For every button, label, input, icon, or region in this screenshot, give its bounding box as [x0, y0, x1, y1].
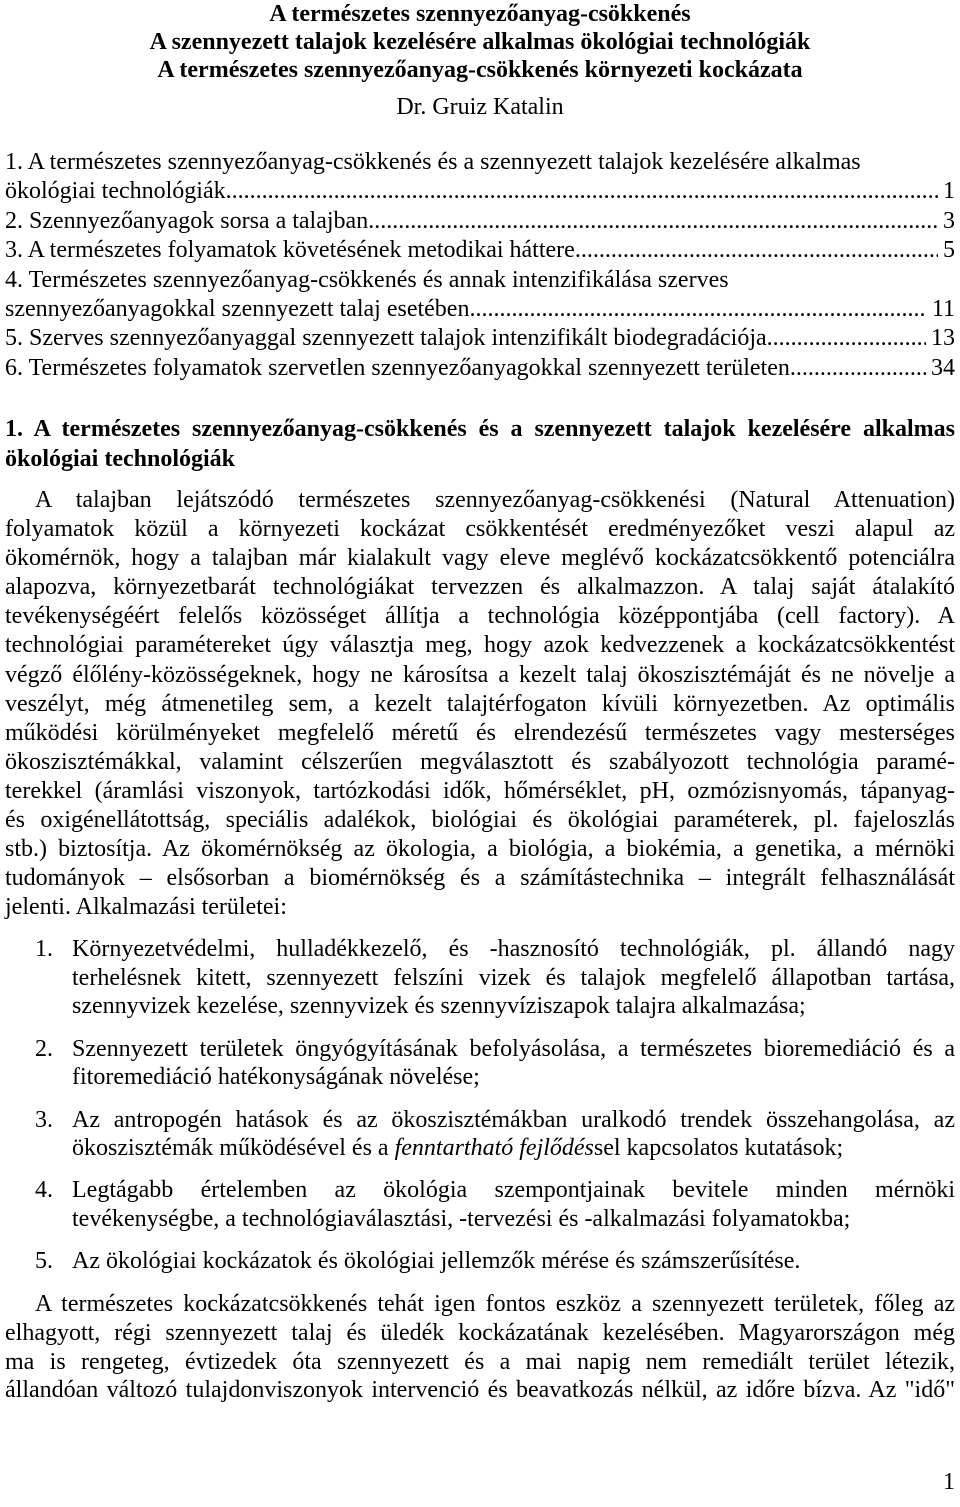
paragraph-line: terekkel (áramlási viszonyok, tartózkodási idők, hőmérséklet, pH, ozmózisnyomás, tápanyag- [5, 777, 955, 804]
body-paragraph [5, 486, 955, 922]
section-heading-line: ökológiai technológiák [5, 446, 236, 472]
paragraph-line: ökoszisztémákkal, valamint célszerűen megválasztott és szabályozott technológia paramé- [5, 748, 955, 775]
list-item-line: Szennyezett területek öngyógyításának befolyásolása, a természetes bioremediáció és a [72, 1035, 955, 1062]
paragraph-line: tudományok – elsősorban a biomérnökség és a számítástechnika – integrált felhasználását [5, 865, 955, 892]
paragraph-line: technológiai paramétereket úgy választja meg, hogy azok kedvezzenek a kockázatcsökkentést [5, 632, 955, 659]
body-paragraph [5, 1290, 955, 1405]
toc-entry-text: 4. Természetes szennyezőanyag-csökkenés és annak intenzifikálása szerves [5, 266, 729, 293]
toc-dot-leader [368, 207, 938, 236]
toc-entry[interactable] [5, 207, 955, 236]
toc-page-number: 11 [931, 296, 955, 323]
list-item [5, 1247, 955, 1276]
paragraph-line: végző élőlény-közösségeknek, hogy ne károsítsa a kezelt talaj ökoszisztémáját és ne növelje a [5, 661, 955, 688]
toc-entry-text: szennyezőanyagokkal szennyezett talaj esetében [5, 296, 470, 323]
author-name: Dr. Gruiz Katalin [396, 94, 564, 120]
toc-entry-text: 2. Szennyezőanyagok sorsa a talajban [5, 207, 369, 234]
table-of-contents [5, 148, 955, 383]
list-item-number: 4. [35, 1177, 53, 1204]
toc-entry[interactable] [5, 266, 955, 325]
toc-entry-text: ökológiai technológiák [5, 178, 226, 205]
toc-entry[interactable] [5, 236, 955, 265]
paragraph-line: ökomérnök, hogy a talajban már kialakult vagy eleve meglévő kockázatcsökkentő potenciálra [5, 545, 955, 572]
toc-page-number: 3 [943, 207, 955, 234]
italic-phrase: fenntartható fejlődés [394, 1135, 594, 1162]
paragraph-line: veszélyt, még átmenetileg sem, a kezelt talajtérfogaton kívüli környezetben. Az optimális [5, 690, 955, 717]
list-item-line: tevékenységbe, a technológiaválasztási, -tervezési és -alkalmazási folyamatokba; [72, 1206, 851, 1233]
toc-entry[interactable] [5, 354, 955, 383]
document-title-line: A szennyezett talajok kezelésére alkalmas ökológiai technológiák [149, 29, 811, 55]
list-item-number: 2. [35, 1035, 53, 1062]
list-item [5, 1176, 955, 1233]
toc-page-number: 1 [943, 178, 955, 205]
section-heading-line: 1. A természetes szennyezőanyag-csökkenés és a szennyezett talajok kezelésére alkalmas [5, 416, 955, 442]
paragraph-line: állandóan változó tulajdonviszonyok intervenció és beavatkozás nélkül, az időre bízva. Az "idő" [5, 1377, 955, 1404]
paragraph-line: A természetes kockázatcsökkenés tehát igen fontos eszköz a szennyezett területek, főleg az [35, 1291, 955, 1317]
list-item-number: 3. [35, 1106, 53, 1133]
list-item-line: szennyvizek kezelése, szennyvizek és szennyvíziszapok talajra alkalmazása; [72, 993, 806, 1020]
toc-dot-leader [575, 236, 938, 265]
paragraph-line: folyamatok közül a környezeti kockázat csökkentését eredményezőket veszi alapul az [5, 516, 955, 543]
paragraph-line: tevékenységéért felelős közösséget állítja a technológia középpontjába (cell factory). A [5, 603, 955, 630]
toc-entry[interactable] [5, 324, 955, 353]
paragraph-line: működési körülményeket megfelelő méretű és elrendezésű természetes vagy mesterséges [5, 719, 955, 746]
paragraph-line: A talajban lejátszódó természetes szennyezőanyag-csökkenési (Natural Attenuation) [35, 487, 955, 513]
document-title-block [5, 0, 955, 84]
application-list [5, 935, 955, 1290]
toc-entry-text: 1. A természetes szennyezőanyag-csökkenés és a szennyezett talajok kezelésére alkalmas [5, 149, 861, 175]
toc-entry-text: 5. Szerves szennyezőanyaggal szennyezett talajok intenzifikált biodegradációja [5, 325, 767, 352]
list-item-text: ökoszisztémák működésével és a [72, 1135, 395, 1162]
list-item-number: 1. [35, 936, 53, 962]
toc-dot-leader [790, 354, 926, 383]
paragraph-line: jelenti. Alkalmazási területei: [5, 894, 287, 921]
toc-page-number: 34 [931, 354, 955, 381]
list-item [5, 935, 955, 1021]
toc-dot-leader [767, 324, 926, 353]
document-title-line: A természetes szennyezőanyag-csökkenés környezeti kockázata [157, 57, 803, 83]
page-number: 1 [943, 1469, 955, 1495]
paragraph-line: elhagyott, régi szennyezett talaj és üledék kockázatának kezelésében. Magyarországon még [5, 1319, 955, 1346]
list-item [5, 1106, 955, 1163]
section-heading [5, 414, 955, 474]
toc-entry-text: 3. A természetes folyamatok követésének metodikai háttere [5, 237, 575, 264]
list-item-line: Az antropogén hatások és az ökoszisztémákban uralkodó trendek összehangolása, az [72, 1106, 955, 1133]
list-item-line: fitoremediáció hatékonyságának növelése; [72, 1064, 480, 1091]
document-title-line: A természetes szennyezőanyag-csökkenés [269, 1, 691, 27]
paragraph-line: alapozva, környezetbarát technológiákat tervezzen és alkalmazzon. A talaj saját átalakító [5, 574, 955, 601]
list-item-line: Az ökológiai kockázatok és ökológiai jellemzők mérése és számszerűsítése. [72, 1248, 801, 1275]
list-item-line [72, 1134, 955, 1163]
paragraph-line: és oxigénellátottság, speciális adalékok, biológiai és ökológiai paraméterek, pl. fajeloszlás [5, 807, 955, 834]
paragraph-line: ma is rengeteg, évtizedek óta szennyezett és a mai napig nem remediált terület létezik, [5, 1348, 955, 1375]
toc-dot-leader [469, 295, 926, 324]
list-item-line: terhelésnek kitett, szennyezett felszíni vizek és talajok megfelelő állapotban tartása, [72, 964, 955, 991]
list-item-line: Környezetvédelmi, hulladékkezelő, és -hasznosító technológiák, pl. állandó nagy [72, 936, 955, 962]
toc-entry[interactable] [5, 148, 955, 207]
list-item-text: sel kapcsolatos kutatások; [593, 1135, 844, 1162]
list-item-line: Legtágabb értelemben az ökológia szempontjainak bevitele minden mérnöki [72, 1177, 955, 1204]
toc-page-number: 5 [943, 237, 955, 264]
toc-page-number: 13 [931, 325, 955, 352]
list-item [5, 1035, 955, 1092]
toc-entry-text: 6. Természetes folyamatok szervetlen szennyezőanyagokkal szennyezett területen [5, 354, 790, 381]
toc-dot-leader [226, 177, 938, 206]
list-item-number: 5. [35, 1248, 53, 1275]
paragraph-line: stb.) biztosítja. Az ökomérnökség az ökologia, a biológia, a biokémia, a genetika, a mérnöki [5, 836, 955, 863]
